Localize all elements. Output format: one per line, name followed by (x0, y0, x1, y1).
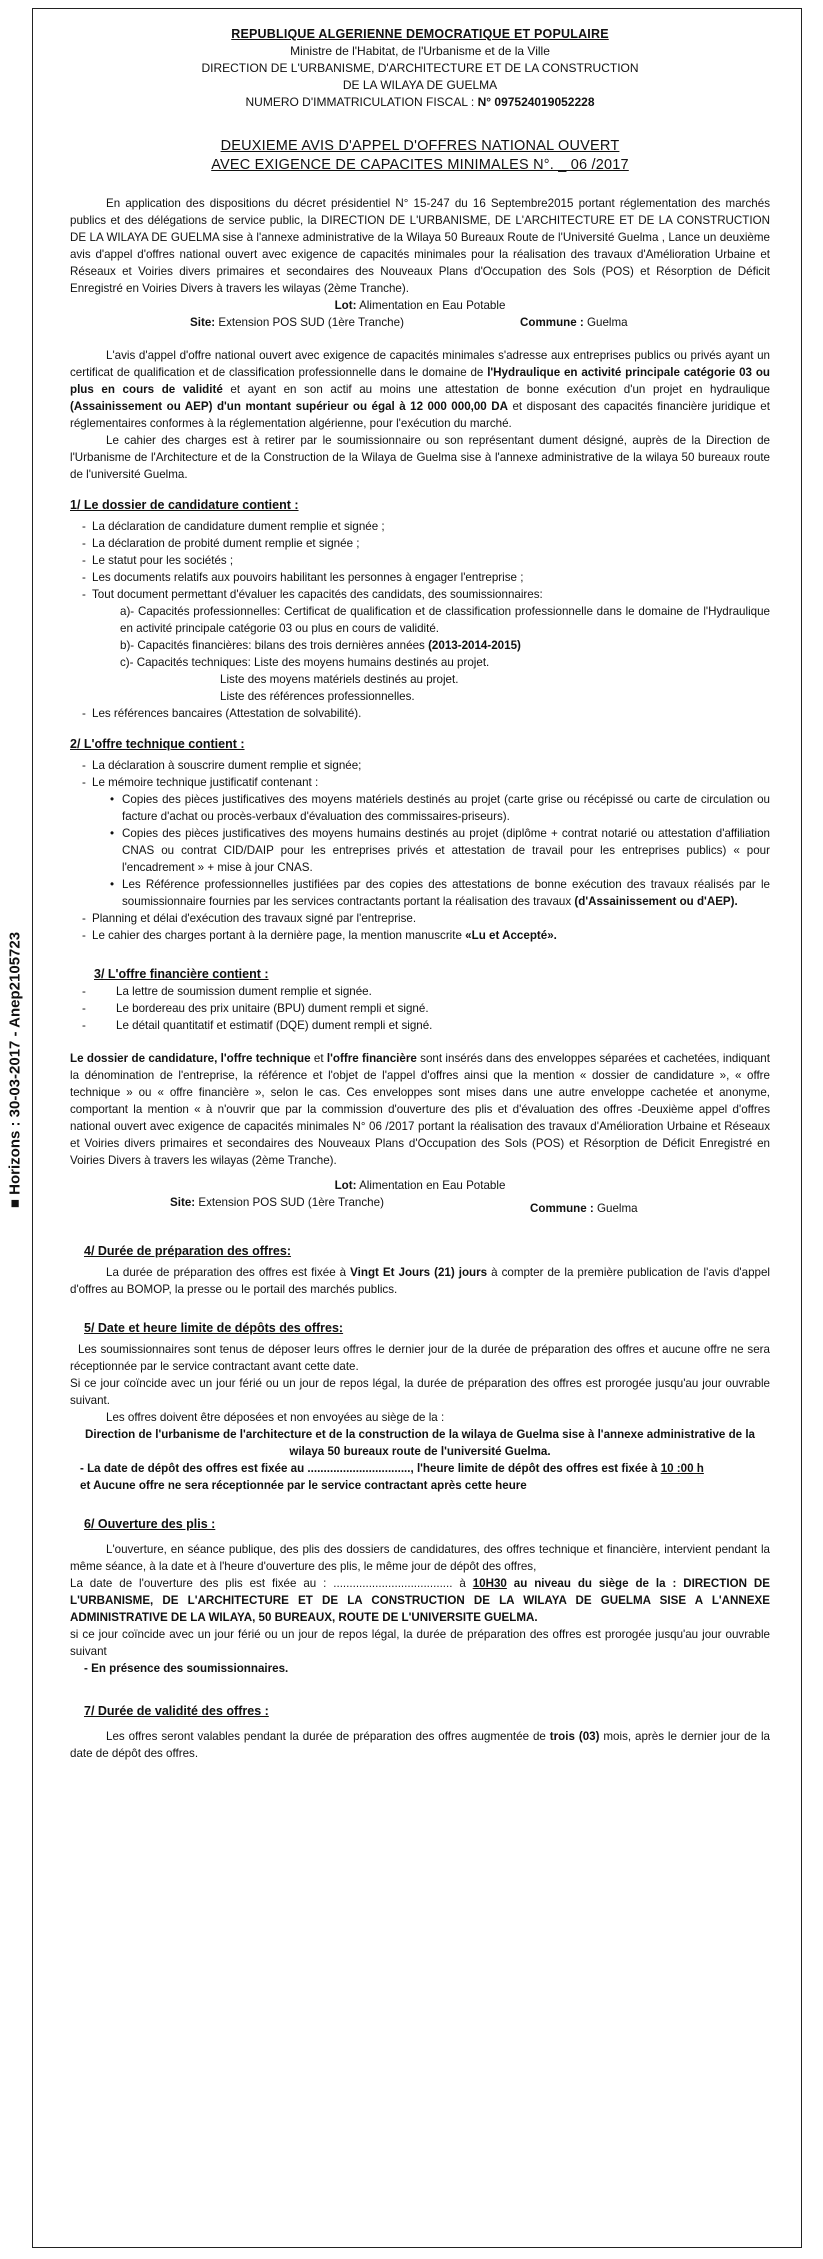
s7-text-2: mois, après le dernier jour de la date de dépôt des offres. (70, 1730, 770, 1760)
s7-paragraph (70, 1728, 770, 1762)
s5-p1: Les soumissionnaires sont tenus de déposer leurs offres le dernier jour de la durée de préparation des offres et aucune offre ne sera réceptionnée par le service contractant avant cette date. (70, 1343, 770, 1373)
s2-last-text: Le cahier des charges portant à la dernière page, la mention manuscrite (92, 929, 462, 942)
ministry-line: Ministre de l'Habitat, de l'Urbanisme et de la Ville (290, 44, 550, 58)
s5-deposit-time: 10 :00 h (660, 1462, 704, 1475)
env-and: et (313, 1052, 324, 1065)
site-value: Extension POS SUD (1ère Tranche) (218, 316, 404, 329)
envelopes-paragraph (70, 1050, 770, 1169)
direction-line-2: DE LA WILAYA DE GUELMA (342, 78, 498, 92)
s2-bullet: • Copies des pièces justificatives des moyens humains destinés au projet (diplôme + contrat notarié ou attestation d'affiliation CNAS ou contrat CID/DAIP pour les entreprises privés et attestation de travail pour les entreprises publics) « pour l'encadrement » + mise à jour CNAS. (70, 825, 770, 876)
s1-sub-b-text: b)- Capacités financières: bilans des trois dernières années (120, 639, 425, 652)
env-bold-2: l'offre technique (220, 1052, 311, 1065)
direction-line-1: DIRECTION DE L'URBANISME, D'ARCHITECTURE ET DE LA CONSTRUCTION (201, 61, 639, 75)
site-label: Site: (170, 1196, 196, 1209)
eligibility-text-1: L'avis d'appel d'offre national ouvert avec exigence de capacités minimales s'adresse aux entreprises publics ou privés ayant un certificat de qualification et de classification professionnelle dans le domaine de (70, 349, 770, 379)
env-bold-3: l'offre financière (326, 1052, 417, 1065)
s4-paragraph (70, 1264, 770, 1298)
commune-value: Guelma (597, 1202, 638, 1215)
s1-sub-c2: Liste des moyens matériels destinés au projet. (220, 673, 459, 686)
notice-title-1: DEUXIEME AVIS D'APPEL D'OFFRES NATIONAL OUVERT (220, 138, 620, 154)
s1-item: - La déclaration de probité dument remplie et signée ; (70, 535, 770, 552)
env-bold-1: Le dossier de candidature, (70, 1052, 218, 1065)
fiscal-label: NUMERO D'IMMATRICULATION FISCAL : (245, 95, 475, 109)
s2-item (70, 927, 770, 944)
s7-text-1: Les offres seront valables pendant la durée de préparation des offres augmentée de (106, 1730, 546, 1743)
intro-paragraph: En application des dispositions du décret présidentiel N° 15-247 du 16 Septembre2015 portant réglementation des marchés publics et des délégations de service public, la DIRECTION DE L'URBANISME, DE L'ARCHITECTURE ET DE LA CONSTRUCTION DE LA WILAYA DE GUELMA sise à l'annexe administrative de la Wilaya 50 Bureaux Route de l'Université Guelma , Lance un deuxième avis d'appel d'offres national ouvert avec exigence de capacités minimales pour la réalisation des travaux d'Amélioration Urbaine et Réseaux et Voiries divers primaires et secondaires des Nouveaux Plans d'Occupation des Sols (POS) et Résorption de Déficit Enregistré en Voiries Divers à travers les wilayas (2ème Tranche). (70, 197, 770, 295)
notice-title-2: AVEC EXIGENCE DE CAPACITES MINIMALES N°. _ 06 /2017 (211, 157, 629, 173)
eligibility-bold-1: l'Hydraulique en activité principale catégorie 03 ou plus en cours de validité (70, 366, 770, 396)
commune-label: Commune : (520, 316, 584, 329)
s5-deposit-text: - La date de dépôt des offres est fixée au ................................, l'heure limite de dépôt des offres est fixée à (80, 1462, 658, 1475)
fiscal-line (70, 94, 770, 111)
s6-p2 (70, 1575, 770, 1626)
s4-text-1: La durée de préparation des offres est fixée à (106, 1266, 347, 1279)
s6-opening-place: au niveau du siège de la : DIRECTION DE L'URBANISME, DE L'ARCHITECTURE ET DE LA CONSTRUCTION DE LA WILAYA DE GUELMA SISE A L'ANNEXE ADMINISTRATIVE DE LA WILAYA, 50 BUREAUX, ROUTE DE L'UNIVERSITE GUELMA. (70, 1577, 770, 1624)
eligibility-paragraph (70, 347, 770, 432)
section-7-heading: 7/ Durée de validité des offres : (84, 1704, 269, 1718)
s1-sub-c3: Liste des références professionnelles. (220, 690, 415, 703)
commune-label: Commune : (530, 1202, 594, 1215)
s2-bullet: • Copies des pièces justificatives des moyens matériels destinés au projet (carte grise ou récépissé ou carte de circulation ou facture d'achat ou procès-verbaux d'évaluation des commissaires-priseurs). (70, 791, 770, 825)
s1-item: - Tout document permettant d'évaluer les capacités des candidats, des soumissionnaires: (70, 586, 770, 603)
s7-months: trois (03) (549, 1730, 600, 1743)
tender-file-paragraph: Le cahier des charges est à retirer par le soumissionnaire ou son représentant dument désigné, auprès de la Direction de l'Urbanisme de l'Architecture et de la Construction de la Wilaya de Guelma sise à l'annexe administrative de la wilaya 50 bureaux route de l'université Guelma. (70, 434, 770, 481)
s1-sub-b-years: (2013-2014-2015) (428, 639, 521, 652)
s1-item: - Les références bancaires (Attestation de solvabilité). (70, 705, 770, 722)
fiscal-number: N° 097524019052228 (477, 95, 595, 109)
eligibility-bold-2: (Assainissement ou AEP) d'un montant supérieur ou égal à 12 000 000,00 DA (70, 400, 508, 413)
s1-item: - Le statut pour les sociétés ; (70, 552, 770, 569)
eligibility-text-3: et disposant des capacités financière juridique et réglementaires conformes à la réglementation algérienne, pour l'exécution du marché. (70, 400, 770, 430)
site-value: Extension POS SUD (1ère Tranche) (198, 1196, 384, 1209)
s2-item: - Planning et délai d'exécution des travaux signé par l'entreprise. (70, 910, 770, 927)
s6-opening-text: La date de l'ouverture des plis est fixée au : ..................................... à (70, 1577, 466, 1590)
s3-item: - Le bordereau des prix unitaire (BPU) dument rempli et signé. (70, 1000, 770, 1017)
s1-item: - Les documents relatifs aux pouvoirs habilitant les personnes à engager l'entreprise ; (70, 569, 770, 586)
s5-p4: Direction de l'urbanisme de l'architecture et de la construction de la wilaya de Guelma sise à l'annexe administrative de la wilaya 50 bureaux route de l'université Guelma. (85, 1428, 755, 1458)
s6-p3: si ce jour coïncide avec un jour férié ou un jour de repos légal, la durée de préparation des offres est prorogée jusqu'au jour ouvrable suivant (70, 1628, 770, 1658)
s1-sub-c: c)- Capacités techniques: Liste des moyens humains destinés au projet. (120, 656, 490, 669)
s1-sub-a: a)- Capacités professionnelles: Certificat de qualification et de classification professionnelle dans le domaine de l'Hydraulique en activité principale catégorie 03 ou plus en cours de validité. (120, 605, 770, 635)
commune-value: Guelma (587, 316, 628, 329)
section-3-heading: 3/ L'offre financière contient : (94, 967, 269, 981)
lot-label: Lot: (334, 299, 357, 312)
s5-p3: Les offres doivent être déposées et non envoyées au siège de la : (106, 1411, 445, 1424)
publication-label: ■ Horizons : 30-03-2017 - Anep2105723 (6, 931, 24, 1209)
env-text: sont insérés dans des enveloppes séparées et cachetées, indiquant la dénomination de l'entreprise, la référence et l'objet de l'appel d'offres ainsi que la mention « dossier de candidature », « offre technique » ou « offre financière », selon le cas. Ces enveloppes sont mises dans une autre enveloppe cachetée et anonyme, comportant la mention « à n'ouvrir que par la commission d'ouverture des plis et d'évaluation des offres -Deuxième appel d'offres national ouvert avec exigence de capacités minimales N° 06 /2017 portant la réalisation des travaux d'Amélioration Urbaine et Réseaux et Voiries divers primaires et secondaires des Nouveaux Plans d'Occupation des Sols (POS) et Résorption de Déficit Enregistré en Voiries Divers à travers les wilayas (2ème Tranche). (70, 1052, 770, 1167)
lot-value: Alimentation en Eau Potable (359, 299, 506, 312)
site-line-2 (70, 1194, 770, 1217)
s2-bullet-3-text: Les Référence professionnelles justifiées par des copies des attestations de bonne exécution des travaux réalisés par le soumissionnaire fournies par les services contractants portant la réalisation des travaux (122, 878, 770, 908)
s5-p6: et Aucune offre ne sera réceptionnée par le service contractant après cette heure (80, 1479, 527, 1492)
section-5-heading: 5/ Date et heure limite de dépôts des offres: (84, 1321, 344, 1335)
section-2-heading: 2/ L'offre technique contient : (70, 737, 245, 751)
s4-text-2: à compter de la première publication de l'avis d'appel d'offres au BOMOP, la presse ou le portail des marchés publics. (70, 1266, 770, 1296)
s5-p5 (70, 1460, 770, 1477)
s3-item: - La lettre de soumission dument remplie et signée. (70, 983, 770, 1000)
s2-item: - Le mémoire technique justificatif contenant : (70, 774, 770, 791)
republic-heading: REPUBLIQUE ALGERIENNE DEMOCRATIQUE ET POPULAIRE (231, 27, 609, 41)
section-6-heading: 6/ Ouverture des plis : (84, 1517, 216, 1531)
section-4-heading: 4/ Durée de préparation des offres: (84, 1244, 292, 1258)
site-label: Site: (190, 316, 216, 329)
s6-p1: L'ouverture, en séance publique, des plis des dossiers de candidatures, des offres technique et financière, intervient pendant la même séance, à la date et à l'heure d'ouverture des plis, le même jour de dépôt des offres, (70, 1543, 770, 1573)
s2-bullet (70, 876, 770, 910)
site-line (70, 314, 770, 331)
s1-sub-b (70, 637, 770, 654)
lot-line (70, 297, 770, 314)
s5-p2: Si ce jour coïncide avec un jour férié ou un jour de repos légal, la durée de préparation des offres est prorogée jusqu'au jour ouvrable suivant. (70, 1377, 770, 1407)
s1-item: - La déclaration de candidature dument remplie et signée ; (70, 518, 770, 535)
s6-opening-time: 10H30 (472, 1577, 507, 1590)
lot-line-2 (70, 1177, 770, 1194)
section-1-heading: 1/ Le dossier de candidature contient : (70, 498, 299, 512)
s3-item: - Le détail quantitatif et estimatif (DQE) dument rempli et signé. (70, 1017, 770, 1034)
s4-duration: Vingt Et Jours (21) jours (350, 1266, 488, 1279)
s6-p4: - En présence des soumissionnaires. (84, 1662, 289, 1675)
eligibility-text-2: et ayant en son actif au moins une attestation de bonne exécution d'un projet en hydraulique (230, 383, 770, 396)
s2-bullet-3-bold: (d'Assainissement ou d'AEP). (574, 895, 738, 908)
side-strip (0, 0, 30, 2259)
s2-last-bold: «Lu et Accepté». (465, 929, 557, 942)
lot-label: Lot: (334, 1179, 357, 1192)
lot-value: Alimentation en Eau Potable (359, 1179, 506, 1192)
document-body (70, 26, 770, 1762)
s2-item: - La déclaration à souscrire dument remplie et signée; (70, 757, 770, 774)
